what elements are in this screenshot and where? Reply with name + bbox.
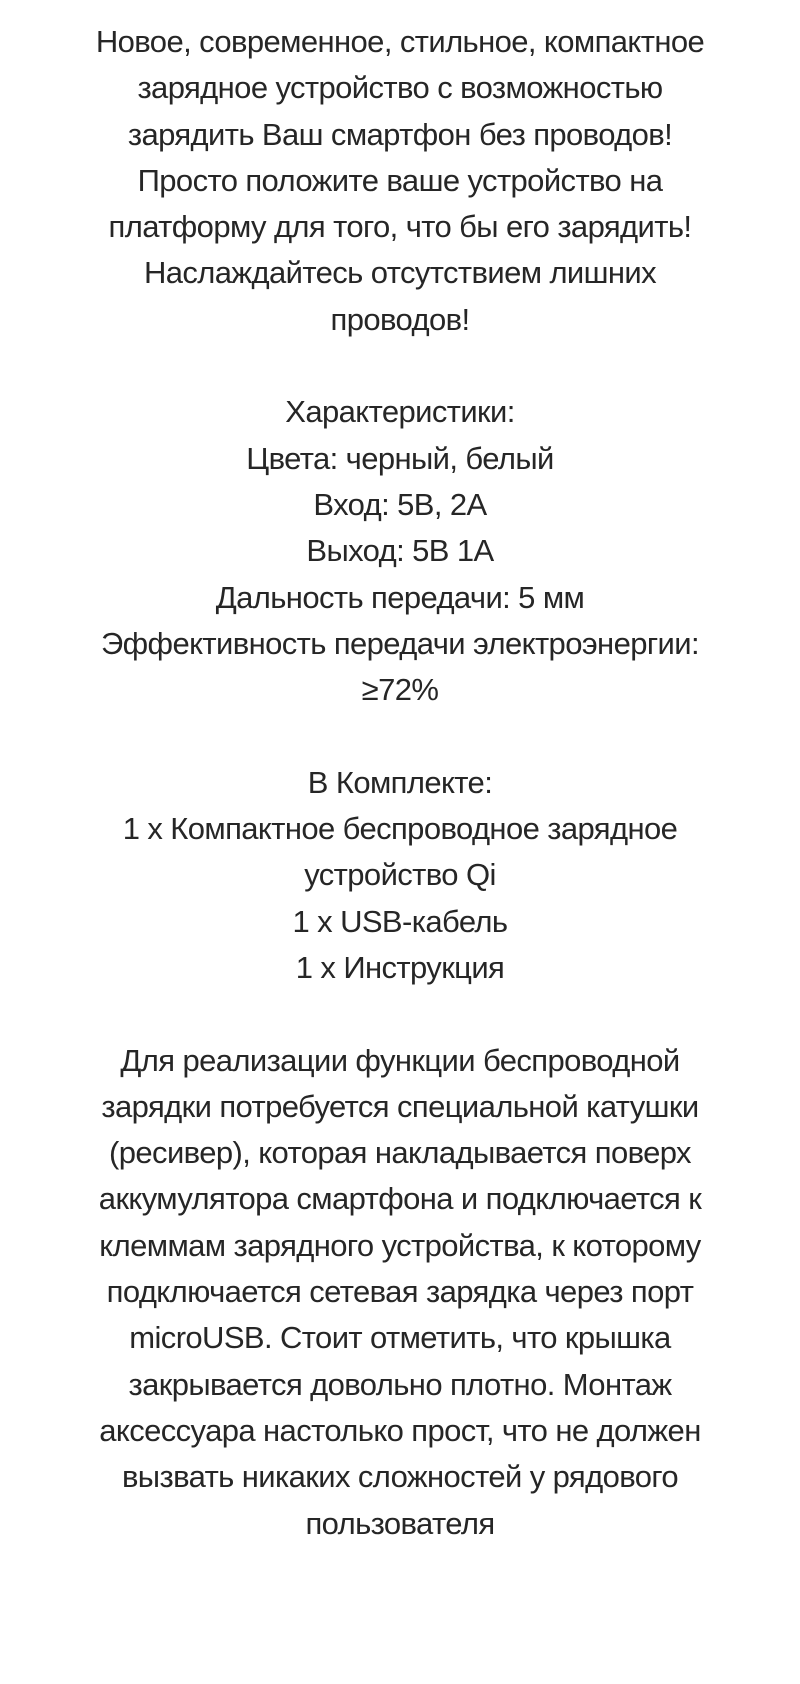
note-line: аксессуара настолько прост, что не должен — [99, 1412, 701, 1448]
paragraph-gap — [0, 991, 800, 1037]
spec-colors: Цвета: черный, белый — [246, 440, 554, 476]
note-line: Для реализации функции беспроводной — [120, 1042, 680, 1078]
intro-paragraph — [0, 19, 800, 343]
spec-efficiency-label: Эффективность передачи электроэнергии: — [100, 625, 700, 661]
product-description — [0, 19, 800, 1547]
spec-efficiency-value: ≥72% — [361, 672, 439, 708]
paragraph-gap — [0, 713, 800, 759]
intro-line: зарядное устройство с возможностью — [137, 70, 663, 106]
spec-range: Дальность передачи: 5 мм — [215, 579, 585, 615]
intro-line: Просто положите ваше устройство на — [137, 162, 663, 198]
note-line: microUSB. Стоит отметить, что крышка — [129, 1320, 671, 1356]
intro-line: платформу для того, что бы его зарядить! — [108, 209, 692, 245]
note-line: аккумулятора смартфона и подключается к — [98, 1181, 702, 1217]
paragraph-gap — [0, 343, 800, 389]
specs-section — [0, 389, 800, 713]
note-line: вызвать никаких сложностей у рядового — [121, 1459, 679, 1495]
note-line: закрывается довольно плотно. Монтаж — [128, 1366, 672, 1402]
note-line: клеммам зарядного устройства, к которому — [99, 1227, 701, 1263]
package-item-manual: 1 х Инструкция — [295, 949, 505, 985]
intro-line: Новое, современное, стильное, компактное — [95, 24, 705, 59]
intro-line: проводов! — [330, 301, 470, 337]
package-section — [0, 760, 800, 991]
note-line: подключается сетевая зарядка через порт — [106, 1274, 694, 1310]
intro-line: Наслаждайтесь отсутствием лишних — [143, 255, 657, 291]
spec-input: Вход: 5В, 2А — [313, 486, 487, 522]
note-line: зарядки потребуется специальной катушки — [101, 1088, 699, 1124]
spec-output: Выход: 5В 1А — [306, 533, 494, 569]
package-heading: В Комплекте: — [307, 764, 493, 800]
package-item-charger-cont: устройство Qi — [304, 857, 496, 893]
note-line: (ресивер), которая накладывается поверх — [109, 1135, 691, 1171]
note-paragraph — [0, 1038, 800, 1547]
specs-heading: Характеристики: — [285, 394, 515, 430]
intro-line: зарядить Ваш смартфон без проводов! — [127, 116, 673, 152]
note-line: пользователя — [305, 1505, 495, 1541]
package-item-cable: 1 х USB-кабель — [292, 903, 508, 939]
package-item-charger: 1 х Компактное беспроводное зарядное — [122, 811, 678, 847]
